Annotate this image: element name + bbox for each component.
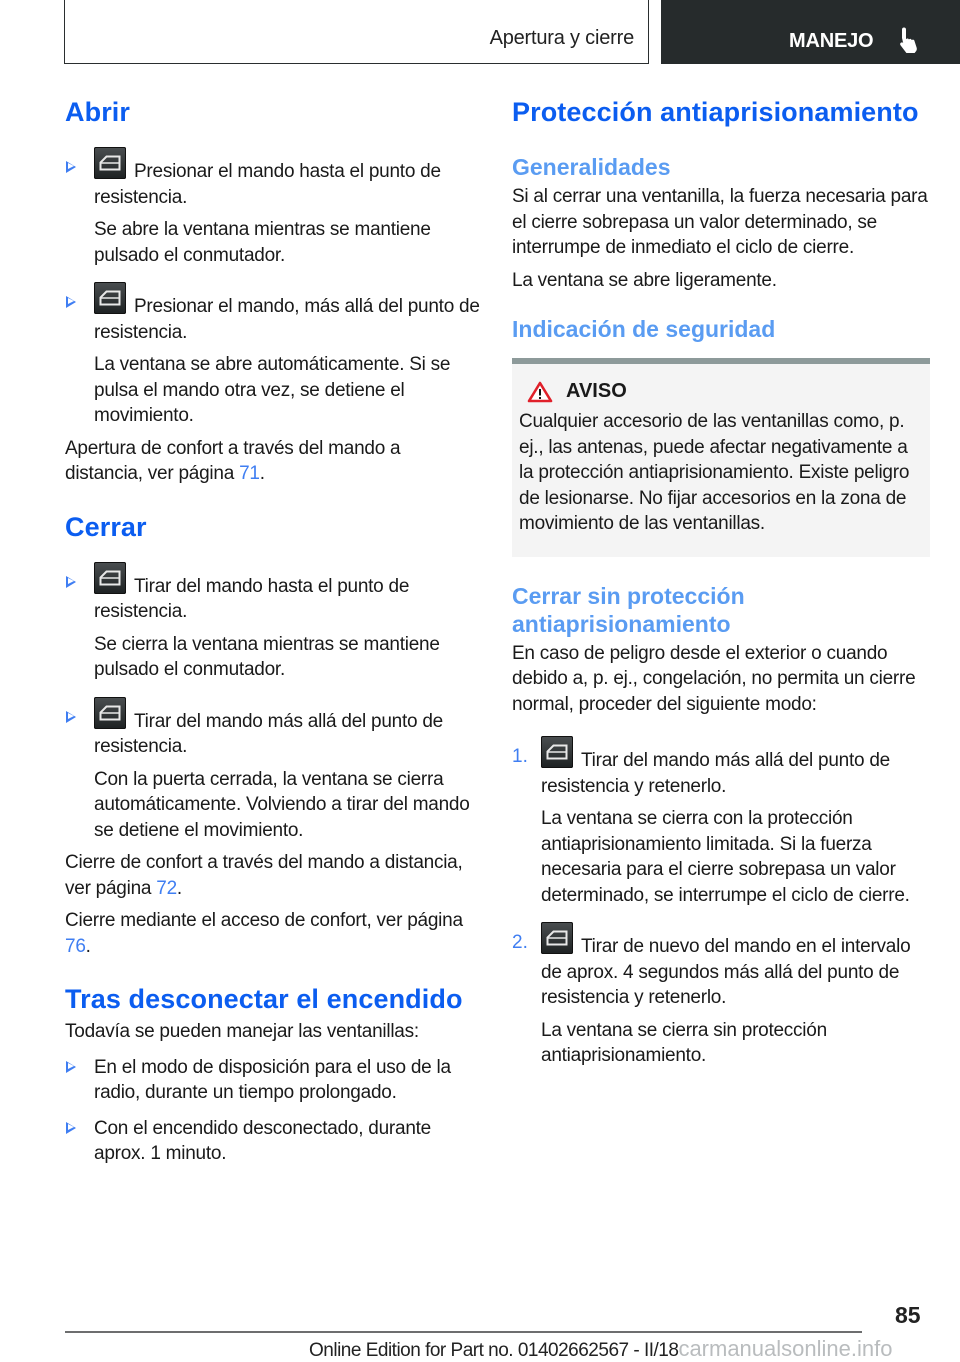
instruction-detail: La ventana se cierra sin protección antiaprisionamiento.: [541, 1019, 827, 1066]
list-item: Con el encendido desconectado, durante aprox. 1 minuto.: [65, 1116, 480, 1167]
heading-cerrar: Cerrar: [65, 511, 147, 542]
heading-tras-desconectar: Tras desconectar el encendido: [65, 984, 463, 1014]
pointing-hand-icon: [898, 26, 922, 54]
window-switch-icon: [94, 697, 126, 729]
chapter-title: MANEJO: [789, 30, 874, 52]
generalidades-p1: Si al cerrar una ventanilla, la fuerza necesaria para el cierre sobrepasa un valor determinado, se interrumpe de inmediato el ciclo de cierre.: [512, 186, 928, 258]
bullet-triangle-icon: [66, 576, 76, 588]
tras-intro: Todavía se pueden manejar las ventanillas:: [65, 1021, 419, 1042]
page-link-76[interactable]: 76: [65, 935, 86, 957]
list-item: [65, 155, 480, 268]
instruction-detail: Se abre la ventana mientras se mantiene pulsado el conmutador.: [94, 219, 431, 266]
warning-text: Cualquier accesorio de las ventanillas como, p. ej., las antenas, puede afectar negativamente a la protección antiaprisionamiento. Existe peligro de lesionarse. No fijar accesorios en la zona de movimiento de las ventanillas.: [519, 411, 910, 534]
instruction-detail: La ventana se abre automáticamente. Si se pulsa el mando otra vez, se detiene el movimiento.: [94, 354, 451, 426]
watermark: carmanualsonline.info: [678, 1336, 893, 1361]
step-number: 2.: [512, 932, 528, 953]
list-item: [65, 290, 480, 429]
window-switch-icon: [94, 562, 126, 594]
right-column: [512, 96, 930, 1069]
sin-proteccion-intro: En caso de peligro desde el exterior o cuando debido a, p. ej., congelación, no permita un cierre normal, proceder del siguiente modo:: [512, 642, 916, 715]
instruction-text: Presionar el mando hasta el punto de resistencia.: [94, 161, 441, 208]
list-item: En el modo de disposición para el uso de la radio, durante un tiempo prolongado.: [65, 1055, 480, 1106]
left-column: [65, 96, 480, 1167]
window-switch-icon: [541, 736, 573, 768]
header-chapter-tab: [661, 0, 960, 64]
window-switch-icon: [541, 922, 573, 954]
abrir-list: [65, 155, 480, 429]
window-switch-icon: [94, 147, 126, 179]
instruction-detail: Con la puerta cerrada, la ventana se cierra automáticamente. Volviendo a tirar del mando se detiene el movimiento.: [94, 768, 470, 841]
heading-proteccion: Protección antiaprisionamiento: [512, 97, 919, 127]
footer-divider: [65, 1331, 862, 1333]
heading-abrir: Abrir: [65, 97, 131, 127]
instruction-text: Tirar de nuevo del mando en el intervalo de aprox. 4 segundos más allá del punto de resistencia y retenerlo.: [541, 936, 911, 1008]
page-number: 85: [895, 1302, 921, 1328]
bullet-triangle-icon: [66, 1122, 76, 1134]
step-item: [512, 744, 930, 908]
heading-cerrar-sin-proteccion: Cerrar sin protección antiaprisionamiento: [512, 582, 745, 637]
warning-triangle-icon: [527, 381, 553, 403]
header-section-tab: [64, 0, 649, 64]
list-item: [65, 570, 480, 683]
instruction-text: Tirar del mando más allá del punto de resistencia y retenerlo.: [541, 750, 890, 797]
warning-title: AVISO: [519, 380, 922, 403]
footer-edition: Online Edition for Part no. 01402662567 - II/18carmanualsonline.info: [309, 1336, 893, 1361]
comfort-access-note: Cierre mediante el acceso de confort, ver página 76.: [65, 910, 463, 957]
step-number: 1.: [512, 746, 528, 767]
bullet-triangle-icon: [66, 711, 76, 723]
remote-opening-note: Apertura de confort a través del mando a distancia, ver página 71.: [65, 437, 401, 484]
page-link-71[interactable]: 71: [239, 463, 260, 484]
heading-generalidades: Generalidades: [512, 154, 671, 180]
remote-closing-note: Cierre de confort a través del mando a distancia, ver página 72.: [65, 852, 463, 899]
instruction-detail: Se cierra la ventana mientras se mantiene pulsado el conmutador.: [94, 633, 440, 680]
instruction-text: Presionar el mando, más allá del punto de resistencia.: [94, 296, 480, 343]
list-item: [65, 705, 480, 844]
instruction-detail: La ventana se cierra con la protección antiaprisionamiento limitada. Si la fuerza necesaria para el cierre sobrepasa un valor determinado, se interrumpe el ciclo de cierre.: [541, 808, 910, 906]
steps-list: [512, 744, 930, 1069]
instruction-text: Tirar del mando hasta el punto de resistencia.: [94, 575, 410, 622]
tras-list: [65, 1055, 480, 1167]
warning-box: [512, 358, 930, 557]
generalidades-p2: La ventana se abre ligeramente.: [512, 269, 777, 291]
bullet-triangle-icon: [66, 296, 76, 308]
page-link-72[interactable]: 72: [156, 877, 177, 899]
heading-indicacion-seguridad: Indicación de seguridad: [512, 316, 776, 342]
cerrar-list: [65, 570, 480, 844]
instruction-text: Tirar del mando más allá del punto de resistencia.: [94, 710, 443, 757]
section-title: Apertura y cierre: [489, 27, 634, 49]
step-item: [512, 930, 930, 1069]
bullet-triangle-icon: [66, 161, 76, 173]
bullet-triangle-icon: [66, 1061, 76, 1073]
window-switch-icon: [94, 282, 126, 314]
